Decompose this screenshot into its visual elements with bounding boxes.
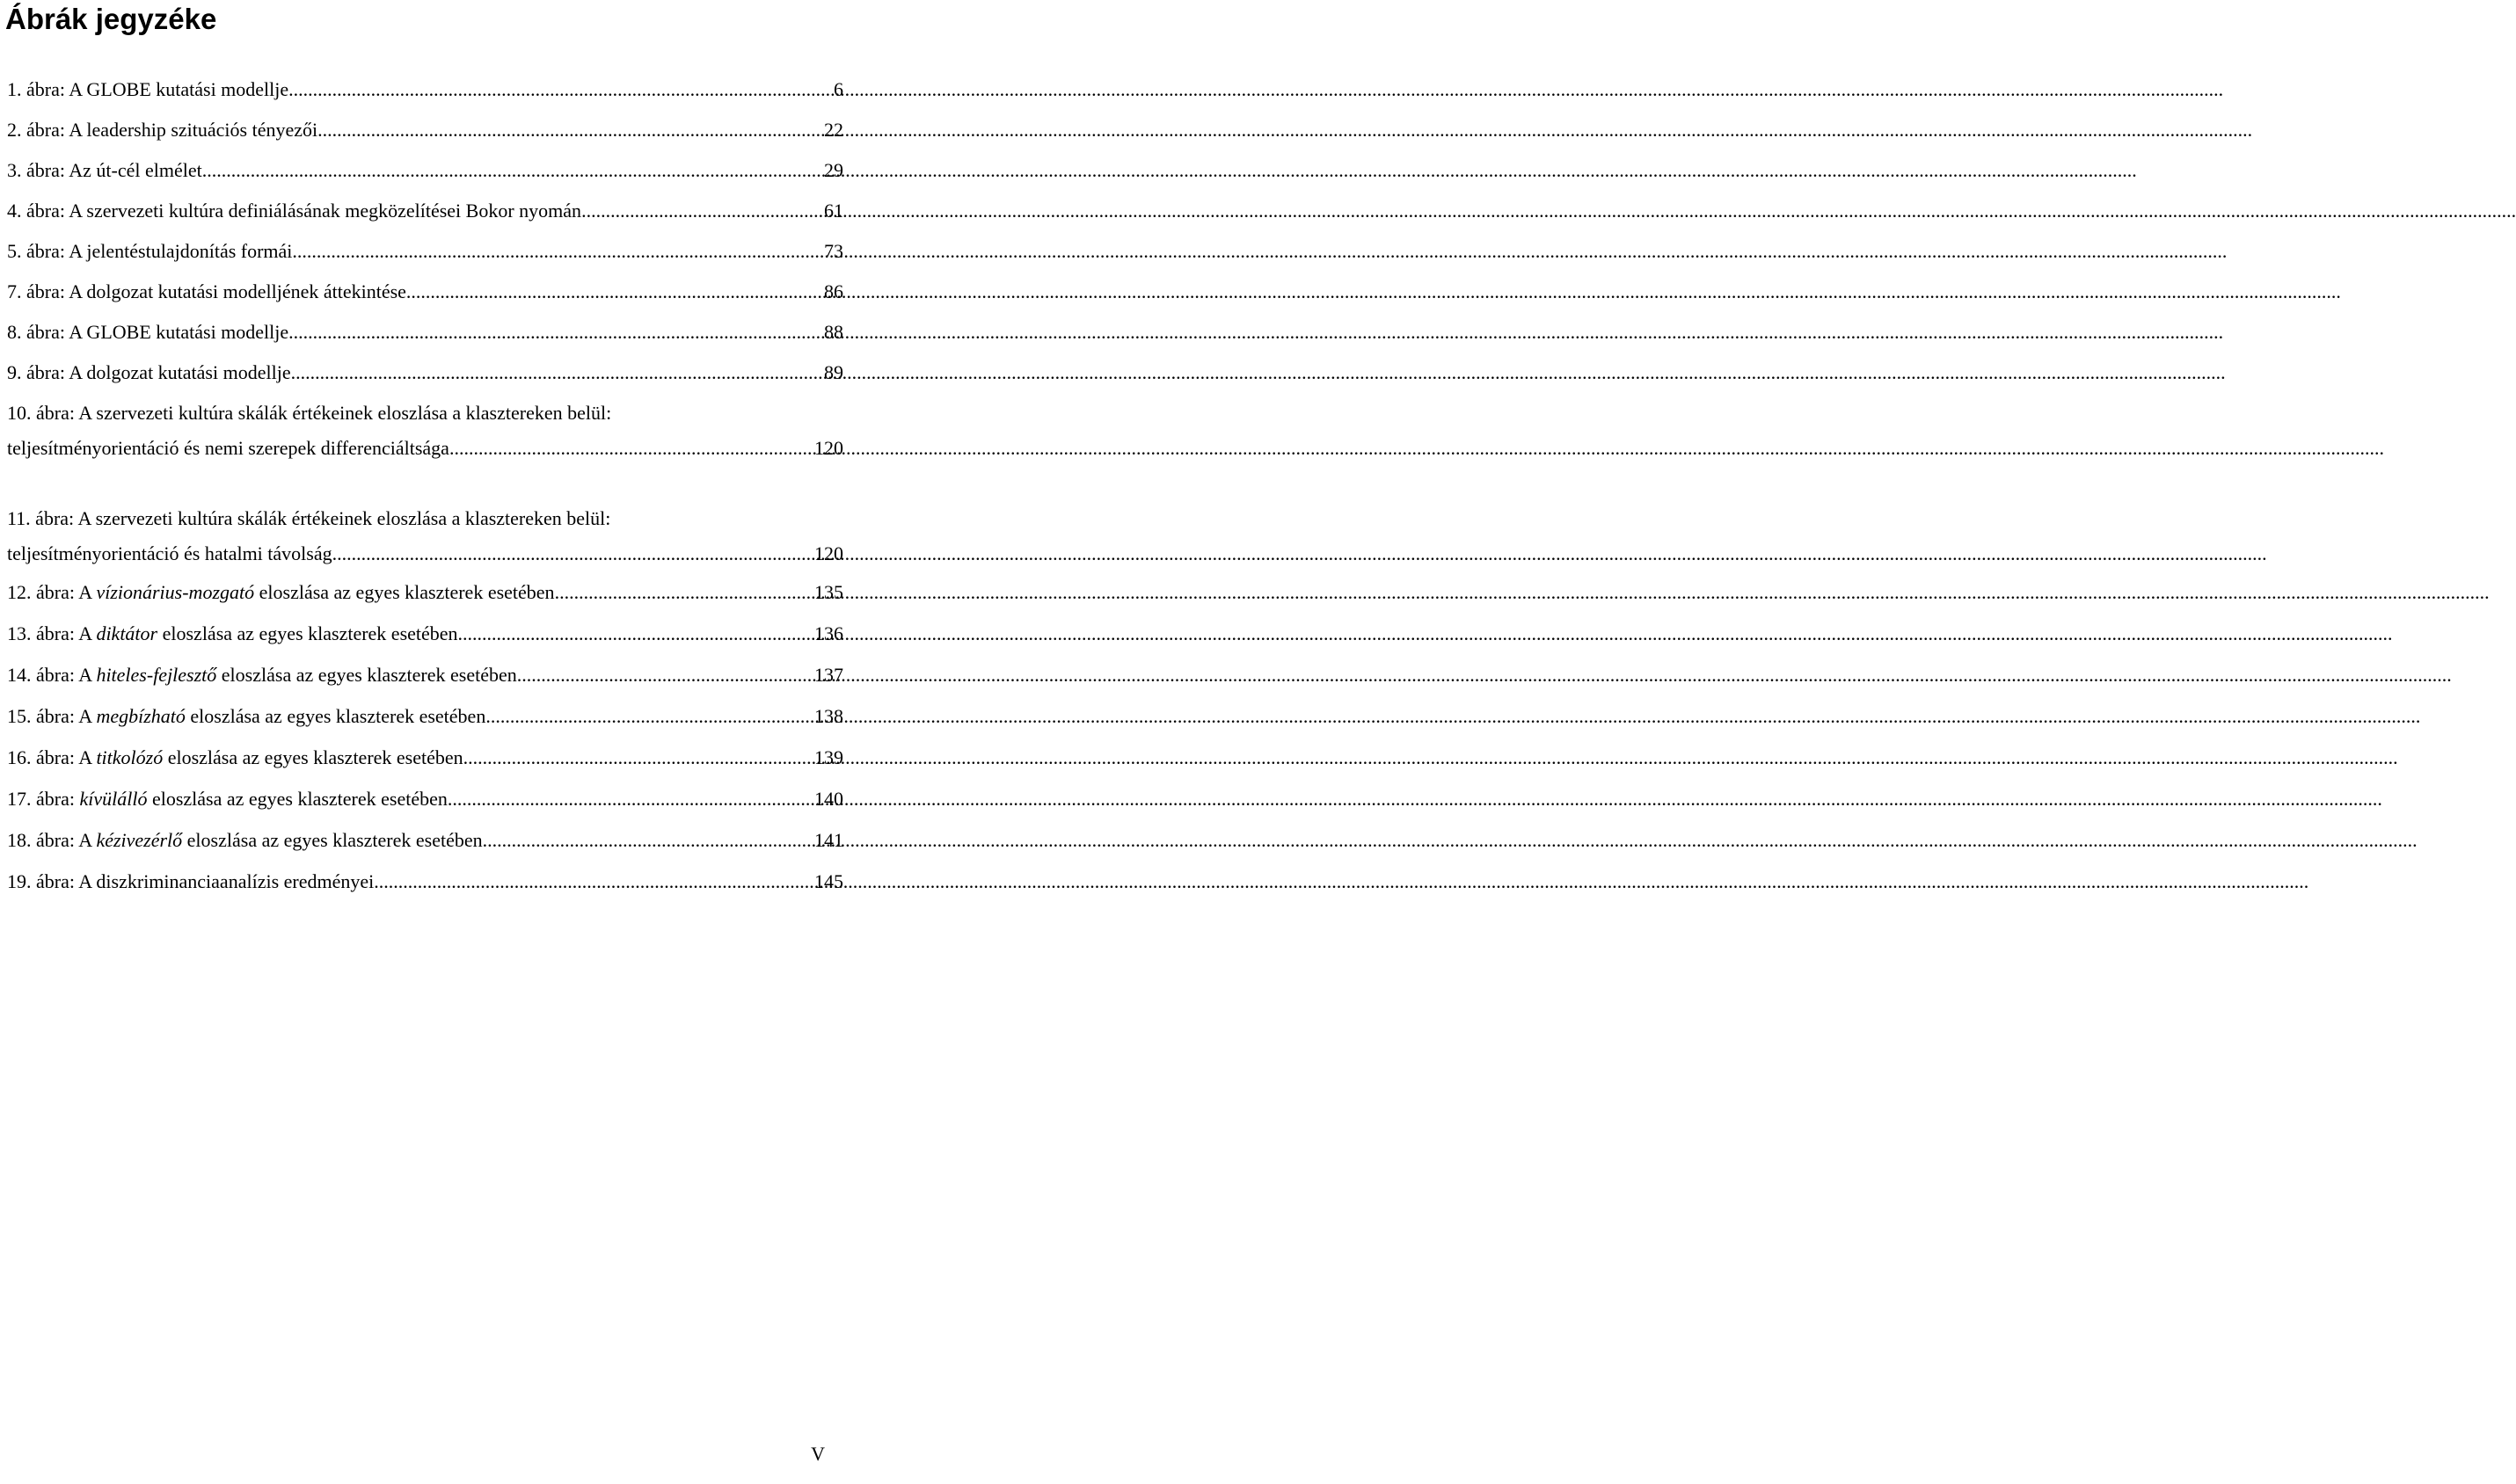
toc-entry[interactable] bbox=[7, 706, 843, 727]
toc-entry[interactable] bbox=[7, 79, 843, 100]
toc-entry[interactable] bbox=[7, 200, 843, 222]
entry-page-number: 140 bbox=[814, 788, 843, 810]
toc-entry[interactable] bbox=[7, 322, 843, 343]
entry-text-rest: eloszlása az egyes klaszterek esetében bbox=[163, 746, 463, 768]
dot-leader bbox=[485, 706, 814, 727]
toc-entry[interactable] bbox=[7, 160, 843, 181]
entry-page-number: 22 bbox=[824, 119, 843, 141]
toc-entry[interactable] bbox=[7, 747, 843, 768]
entry-text-italic: vízionárius-mozgató bbox=[96, 581, 255, 603]
toc-entry[interactable] bbox=[7, 403, 843, 459]
entry-page-number: 136 bbox=[814, 622, 843, 644]
toc-entry[interactable] bbox=[7, 281, 843, 302]
toc-entry[interactable] bbox=[7, 508, 843, 564]
toc-entry[interactable] bbox=[7, 830, 843, 851]
entry-text: 13. ábra: A bbox=[7, 622, 97, 644]
dot-leader bbox=[288, 322, 824, 343]
entry-text-rest: eloszlása az egyes klaszterek esetében bbox=[157, 622, 458, 644]
dot-leader bbox=[448, 789, 814, 810]
dot-leader bbox=[517, 665, 814, 686]
toc-entry[interactable] bbox=[7, 623, 843, 644]
toc-entry[interactable] bbox=[7, 241, 843, 262]
dot-leader bbox=[406, 281, 824, 302]
entry-text-rest: eloszlása az egyes klaszterek esetében bbox=[147, 788, 448, 810]
entry-page-number: 61 bbox=[824, 200, 843, 222]
toc-entry[interactable] bbox=[7, 582, 843, 603]
entry-text: 1. ábra: A GLOBE kutatási modellje bbox=[7, 78, 289, 100]
page-title: Ábrák jegyzéke bbox=[5, 3, 217, 35]
dot-leader bbox=[332, 543, 814, 564]
entry-text-italic: kézivezérlő bbox=[96, 829, 183, 851]
dot-leader bbox=[374, 871, 814, 892]
entry-page-number: 29 bbox=[824, 159, 843, 181]
entry-text-italic: diktátor bbox=[96, 622, 158, 644]
entry-page-number: 73 bbox=[824, 240, 843, 262]
entry-page-number: 139 bbox=[814, 746, 843, 768]
entry-page-number: 135 bbox=[814, 581, 843, 603]
entry-text: 9. ábra: A dolgozat kutatási modellje bbox=[7, 361, 291, 383]
dot-leader bbox=[202, 160, 824, 181]
entry-page-number: 120 bbox=[814, 542, 843, 564]
dot-leader bbox=[292, 241, 824, 262]
entry-text: 4. ábra: A szervezeti kultúra definiálásának megközelítései Bokor nyomán bbox=[7, 200, 582, 222]
entry-text: 8. ábra: A GLOBE kutatási modellje bbox=[7, 321, 289, 343]
entry-text: 19. ábra: A diszkriminanciaanalízis eredményei bbox=[7, 870, 375, 892]
entry-page-number: 137 bbox=[814, 664, 843, 686]
entry-page-number: 141 bbox=[814, 829, 843, 851]
entry-text: 7. ábra: A dolgozat kutatási modelljének áttekintése bbox=[7, 280, 406, 302]
entry-text-rest: eloszlása az egyes klaszterek esetében bbox=[216, 664, 517, 686]
entry-text: 17. ábra: bbox=[7, 788, 80, 810]
entry-page-number: 145 bbox=[814, 870, 843, 892]
footer-page-number: V bbox=[811, 1443, 825, 1465]
toc-entry[interactable] bbox=[7, 789, 843, 810]
entry-text-rest: eloszlása az egyes klaszterek esetében bbox=[254, 581, 555, 603]
entry-text: 12. ábra: A bbox=[7, 581, 97, 603]
entry-text-italic: kívülálló bbox=[79, 788, 148, 810]
toc-entry[interactable] bbox=[7, 120, 843, 141]
entry-page-number: 88 bbox=[824, 321, 843, 343]
dot-leader bbox=[449, 438, 814, 459]
dot-leader bbox=[291, 362, 824, 383]
entry-text-italic: megbízható bbox=[96, 705, 186, 727]
entry-text: 18. ábra: A bbox=[7, 829, 97, 851]
entry-text-line1: 10. ábra: A szervezeti kultúra skálák értékeinek eloszlása a klasztereken belül: bbox=[7, 402, 612, 424]
entry-text: 14. ábra: A bbox=[7, 664, 97, 686]
entry-page-number: 86 bbox=[824, 280, 843, 302]
entry-text: 15. ábra: A bbox=[7, 705, 97, 727]
entry-text: 2. ábra: A leadership szituációs tényezői bbox=[7, 119, 318, 141]
toc-entry[interactable] bbox=[7, 362, 843, 383]
entry-page-number: 120 bbox=[814, 437, 843, 459]
entry-page-number: 6 bbox=[834, 78, 843, 100]
dot-leader bbox=[458, 623, 814, 644]
dot-leader bbox=[581, 200, 824, 222]
toc-entry[interactable] bbox=[7, 665, 843, 686]
dot-leader bbox=[555, 582, 814, 603]
dot-leader bbox=[463, 747, 814, 768]
entry-text: 5. ábra: A jelentéstulajdonítás formái bbox=[7, 240, 293, 262]
entry-text: 16. ábra: A bbox=[7, 746, 97, 768]
dot-leader bbox=[483, 830, 814, 851]
entry-text: teljesítményorientáció és hatalmi távolság bbox=[7, 542, 332, 564]
dot-leader bbox=[288, 79, 834, 100]
entry-page-number: 138 bbox=[814, 705, 843, 727]
entry-text-italic: titkolózó bbox=[96, 746, 164, 768]
entry-text-rest: eloszlása az egyes klaszterek esetében bbox=[182, 829, 483, 851]
entry-text-line1: 11. ábra: A szervezeti kultúra skálák értékeinek eloszlása a klasztereken belül: bbox=[7, 507, 611, 529]
dot-leader bbox=[317, 120, 824, 141]
entry-text-rest: eloszlása az egyes klaszterek esetében bbox=[185, 705, 486, 727]
entry-text: 3. ábra: Az út-cél elmélet bbox=[7, 159, 202, 181]
toc-entry[interactable] bbox=[7, 871, 843, 892]
entry-text-italic: hiteles-fejlesztő bbox=[96, 664, 217, 686]
entry-page-number: 89 bbox=[824, 361, 843, 383]
entry-text: teljesítményorientáció és nemi szerepek differenciáltsága bbox=[7, 437, 449, 459]
